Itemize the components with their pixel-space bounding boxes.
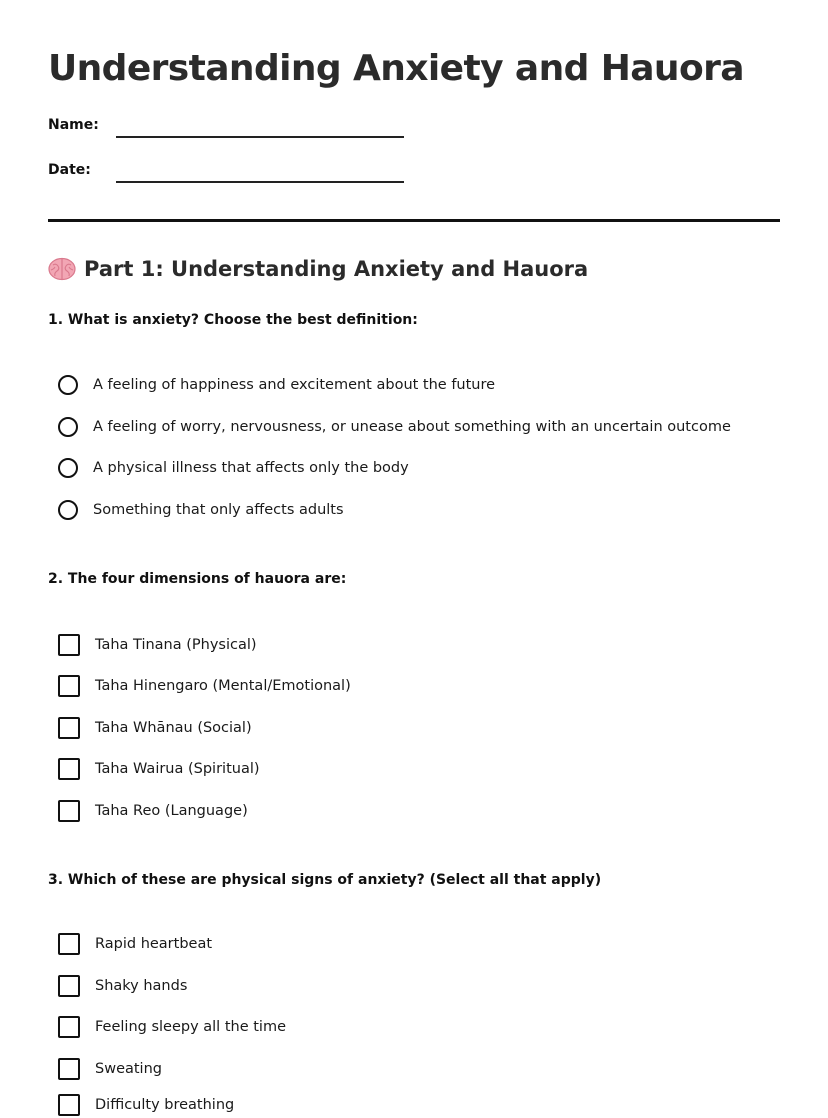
option-label: Taha Hinengaro (Mental/Emotional) xyxy=(95,678,351,694)
question-3: 3. Which of these are physical signs of anxiety? (Select all that apply) xyxy=(48,872,602,888)
date-field[interactable] xyxy=(48,162,448,190)
radio-button[interactable] xyxy=(58,500,78,520)
q1-option-3[interactable] xyxy=(58,456,409,480)
option-label: Difficulty breathing xyxy=(95,1097,235,1113)
question-2: 2. The four dimensions of hauora are: xyxy=(48,571,347,587)
checkbox[interactable] xyxy=(58,634,80,656)
brain-icon xyxy=(48,257,76,281)
section-heading-text: Part 1: Understanding Anxiety and Hauora xyxy=(84,257,589,281)
page-title: Understanding Anxiety and Hauora xyxy=(48,48,744,89)
checkbox[interactable] xyxy=(58,717,80,739)
radio-button[interactable] xyxy=(58,458,78,478)
q2-option-1[interactable] xyxy=(58,633,257,657)
q2-option-3[interactable] xyxy=(58,716,252,740)
section-divider xyxy=(48,219,780,222)
checkbox[interactable] xyxy=(58,933,80,955)
name-label: Name: xyxy=(48,117,99,133)
q3-option-3[interactable] xyxy=(58,1015,286,1039)
checkbox[interactable] xyxy=(58,975,80,997)
checkbox[interactable] xyxy=(58,675,80,697)
option-label: A feeling of happiness and excitement about the future xyxy=(93,377,496,393)
name-line[interactable] xyxy=(116,136,404,138)
date-line[interactable] xyxy=(116,181,404,183)
q2-option-5[interactable] xyxy=(58,799,248,823)
q3-option-2[interactable] xyxy=(58,974,187,998)
date-label: Date: xyxy=(48,162,91,178)
checkbox[interactable] xyxy=(58,1058,80,1080)
radio-button[interactable] xyxy=(58,417,78,437)
radio-button[interactable] xyxy=(58,375,78,395)
q1-option-4[interactable] xyxy=(58,498,344,522)
name-field[interactable] xyxy=(48,117,448,145)
checkbox[interactable] xyxy=(58,1094,80,1116)
option-label: Shaky hands xyxy=(95,978,188,994)
option-label: Something that only affects adults xyxy=(93,502,344,518)
option-label: Taha Whānau (Social) xyxy=(95,720,252,736)
q1-option-2[interactable] xyxy=(58,415,731,439)
option-label: Taha Reo (Language) xyxy=(95,803,248,819)
option-label: A physical illness that affects only the body xyxy=(93,460,409,476)
option-label: Feeling sleepy all the time xyxy=(95,1019,286,1035)
option-label: Taha Wairua (Spiritual) xyxy=(95,761,260,777)
option-label: A feeling of worry, nervousness, or unease about something with an uncertain outcome xyxy=(93,419,731,435)
checkbox[interactable] xyxy=(58,1016,80,1038)
q2-option-4[interactable] xyxy=(58,757,260,781)
q3-option-5[interactable] xyxy=(58,1093,234,1117)
checkbox[interactable] xyxy=(58,800,80,822)
option-label: Taha Tinana (Physical) xyxy=(95,637,257,653)
option-label: Sweating xyxy=(95,1061,162,1077)
checkbox[interactable] xyxy=(58,758,80,780)
option-label: Rapid heartbeat xyxy=(95,936,213,952)
q2-option-2[interactable] xyxy=(58,674,351,698)
question-1: 1. What is anxiety? Choose the best definition: xyxy=(48,312,418,328)
section-heading-part-1 xyxy=(48,257,588,281)
q3-option-1[interactable] xyxy=(58,932,212,956)
q3-option-4[interactable] xyxy=(58,1057,162,1081)
q1-option-1[interactable] xyxy=(58,373,495,397)
